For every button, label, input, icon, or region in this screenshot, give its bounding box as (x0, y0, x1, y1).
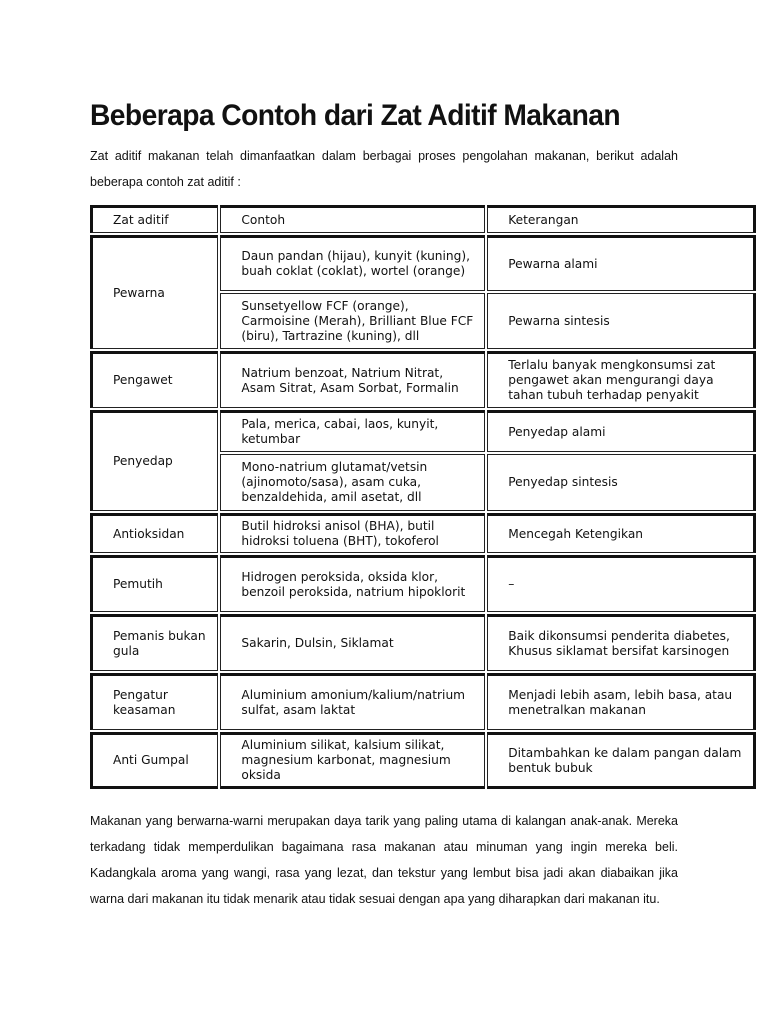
category-cell: Pemanis bukan gula (90, 614, 218, 671)
table-row (90, 410, 756, 452)
category-cell: Pengatur keasaman (90, 673, 218, 730)
contoh-cell: Daun pandan (hijau), kunyit (kuning), buah coklat (coklat), wortel (orange) (220, 235, 485, 291)
intro-paragraph: Zat aditif makanan telah dimanfaatkan dalam berbagai proses pengolahan makanan, berikut adalah beberapa contoh zat aditif : (90, 149, 678, 189)
keterangan-cell: Pewarna alami (487, 235, 756, 291)
contoh-cell: Hidrogen peroksida, oksida klor, benzoil peroksida, natrium hipoklorit (220, 555, 485, 612)
keterangan-cell: Menjadi lebih asam, lebih basa, atau menetralkan makanan (487, 673, 756, 730)
contoh-cell: Butil hidroksi anisol (BHA), butil hidroksi toluena (BHT), tokoferol (220, 513, 485, 553)
contoh-cell: Natrium benzoat, Natrium Nitrat, Asam Sitrat, Asam Sorbat, Formalin (220, 351, 485, 408)
keterangan-cell: Terlalu banyak mengkonsumsi zat pengawet akan mengurangi daya tahan tubuh terhadap penyakit (487, 351, 756, 408)
page-title: Beberapa Contoh dari Zat Aditif Makanan (90, 99, 621, 132)
header-keterangan: Keterangan (487, 205, 756, 233)
keterangan-cell: Penyedap sintesis (487, 454, 756, 511)
category-cell: Antioksidan (90, 513, 218, 553)
keterangan-cell: Mencegah Ketengikan (487, 513, 756, 553)
table-header-row (90, 205, 756, 233)
contoh-cell: Pala, merica, cabai, laos, kunyit, ketumbar (220, 410, 485, 452)
category-cell: Pengawet (90, 351, 218, 408)
additive-table-body (90, 205, 756, 789)
table-row (90, 555, 756, 612)
contoh-cell: Mono-natrium glutamat/vetsin (ajinomoto/sasa), asam cuka, benzaldehida, amil asetat, dll (220, 454, 485, 511)
category-cell: Pemutih (90, 555, 218, 612)
keterangan-cell: Penyedap alami (487, 410, 756, 452)
keterangan-cell: – (487, 555, 756, 612)
table-row (90, 513, 756, 553)
contoh-cell: Sunsetyellow FCF (orange), Carmoisine (Merah), Brilliant Blue FCF (biru), Tartrazine (kuning), dll (220, 293, 485, 349)
keterangan-cell: Ditambahkan ke dalam pangan dalam bentuk bubuk (487, 732, 756, 789)
keterangan-cell: Baik dikonsumsi penderita diabetes, Khusus siklamat bersifat karsinogen (487, 614, 756, 671)
table-row (90, 351, 756, 408)
table-row (90, 235, 756, 291)
category-cell: Penyedap (90, 410, 218, 511)
category-cell: Anti Gumpal (90, 732, 218, 789)
keterangan-cell: Pewarna sintesis (487, 293, 756, 349)
table-row (90, 673, 756, 730)
table-row (90, 614, 756, 671)
contoh-cell: Aluminium amonium/kalium/natrium sulfat, asam laktat (220, 673, 485, 730)
category-cell: Pewarna (90, 235, 218, 349)
table-row (90, 732, 756, 789)
contoh-cell: Aluminium silikat, kalsium silikat, magnesium karbonat, magnesium oksida (220, 732, 485, 789)
closing-paragraph: Makanan yang berwarna-warni merupakan daya tarik yang paling utama di kalangan anak-anak. Mereka terkadang tidak memperdulikan bagaimana rasa makanan atau minuman yang ingin mereka beli. Kadangkala aroma yang wangi, rasa yang lezat, dan tekstur yang lembut bisa jadi akan diabaikan jika warna dari makanan itu tidak menarik atau tidak sesuai dengan apa yang diharapkan dari makanan itu. (90, 814, 678, 906)
header-zat-aditif: Zat aditif (90, 205, 218, 233)
contoh-cell: Sakarin, Dulsin, Siklamat (220, 614, 485, 671)
additive-table (88, 203, 758, 791)
header-contoh: Contoh (220, 205, 485, 233)
